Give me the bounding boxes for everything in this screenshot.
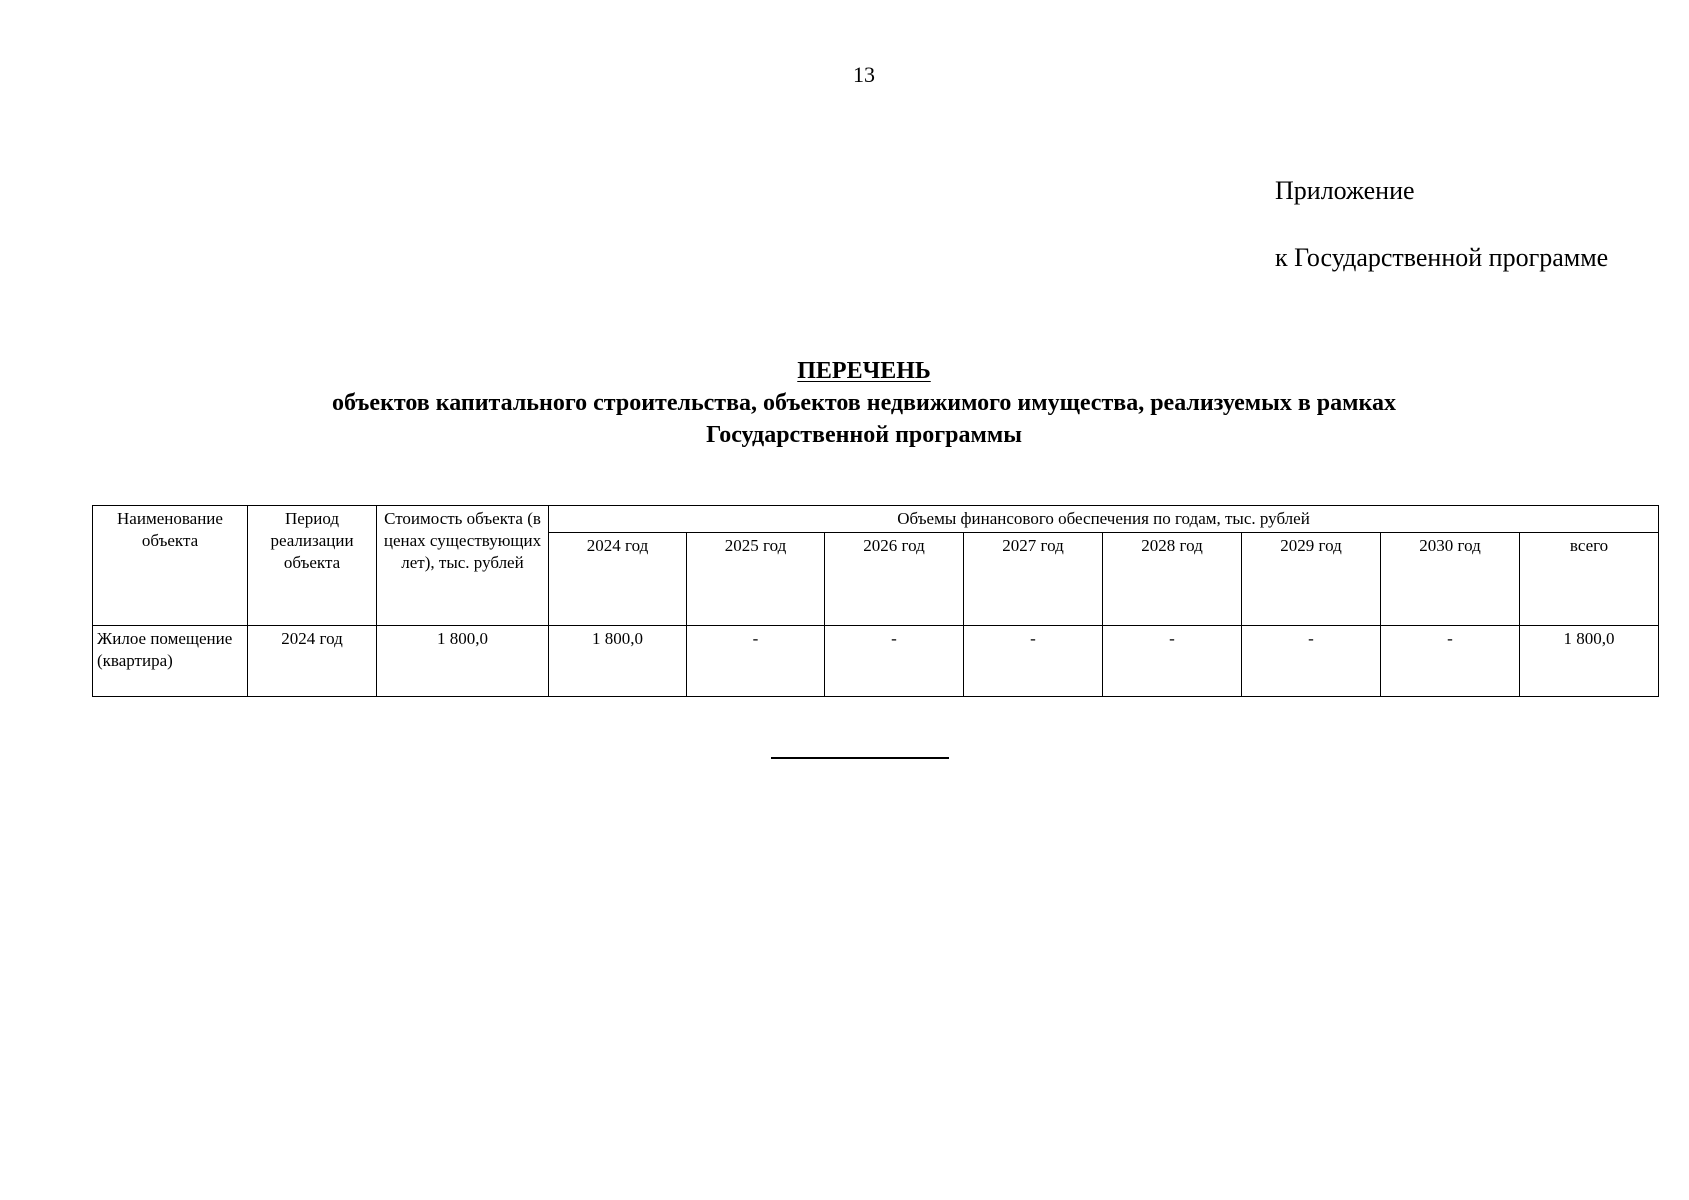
header-funding-group: Объемы финансового обеспечения по годам, тыс. рублей	[549, 506, 1659, 533]
table-header-row	[93, 506, 1659, 533]
header-cost: Стоимость объекта (в ценах существующих лет), тыс. рублей	[377, 506, 549, 626]
appendix-label: Приложение	[1275, 176, 1415, 205]
cell-2030: -	[1381, 626, 1520, 697]
appendix-reference: к Государственной программе	[1275, 243, 1609, 272]
cell-2029: -	[1242, 626, 1381, 697]
document-title	[0, 355, 1689, 451]
header-year-2025: 2025 год	[687, 533, 825, 626]
header-total: всего	[1520, 533, 1659, 626]
page-number: 13	[853, 62, 875, 87]
header-year-2030: 2030 год	[1381, 533, 1520, 626]
title-subtitle-line-2: Государственной программы	[706, 422, 1022, 448]
title-subtitle-line-1: объектов капитального строительства, объектов недвижимого имущества, реализуемых в рамках	[332, 390, 1396, 416]
objects-table	[92, 505, 1659, 697]
cell-2026: -	[825, 626, 964, 697]
cell-total: 1 800,0	[1520, 626, 1659, 697]
cell-2028: -	[1103, 626, 1242, 697]
header-year-2027: 2027 год	[964, 533, 1103, 626]
cell-2024: 1 800,0	[549, 626, 687, 697]
header-period: Период реализации объекта	[248, 506, 377, 626]
cell-cost: 1 800,0	[377, 626, 549, 697]
cell-object-name: Жилое помещение (квартира)	[93, 626, 248, 697]
header-year-2026: 2026 год	[825, 533, 964, 626]
cell-2025: -	[687, 626, 825, 697]
table-row	[93, 626, 1659, 697]
end-divider-line	[771, 757, 949, 759]
header-year-2029: 2029 год	[1242, 533, 1381, 626]
cell-2027: -	[964, 626, 1103, 697]
header-year-2024: 2024 год	[549, 533, 687, 626]
title-heading: ПЕРЕЧЕНЬ	[797, 358, 931, 384]
cell-period: 2024 год	[248, 626, 377, 697]
header-object-name: Наименование объекта	[93, 506, 248, 626]
header-year-2028: 2028 год	[1103, 533, 1242, 626]
